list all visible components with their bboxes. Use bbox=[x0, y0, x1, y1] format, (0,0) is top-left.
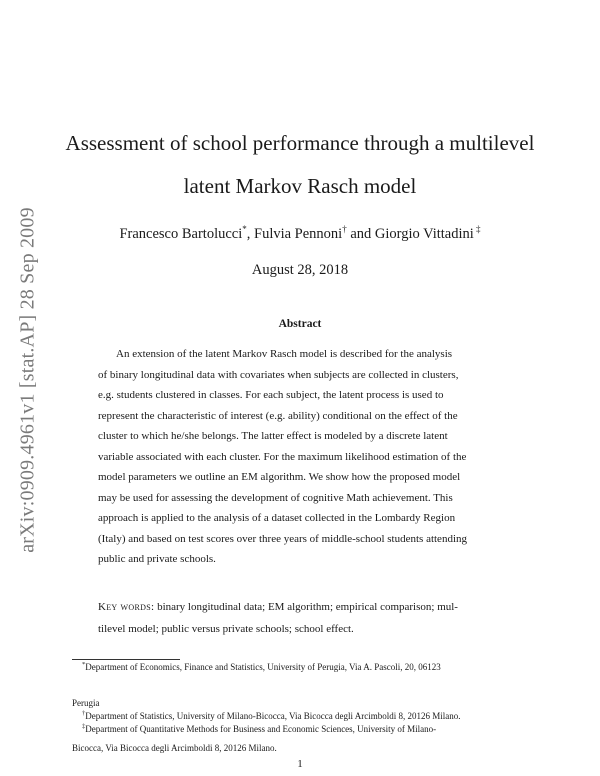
author-separator: and bbox=[346, 226, 375, 242]
author-footnote-mark: ‡ bbox=[473, 224, 481, 235]
footnote-economics bbox=[72, 661, 528, 674]
author-separator: , bbox=[246, 226, 254, 242]
paper-date: August 28, 2018 bbox=[251, 262, 349, 278]
keywords-text: binary longitudinal data; EM algorithm; empirical comparison; mul- bbox=[154, 601, 458, 613]
arxiv-stamp bbox=[8, 190, 48, 570]
footnote-text: Department of Quantitative Methods for Business and Economic Sciences, University of Milano- bbox=[85, 724, 437, 734]
footnote-mark: * bbox=[82, 661, 86, 668]
author-footnote-mark: † bbox=[342, 224, 347, 235]
author-footnote-mark: * bbox=[242, 224, 247, 235]
keywords-line: tilevel model; public versus private schools; school effect. bbox=[98, 623, 354, 635]
abstract-line: represent the characteristic of interest (e.g. ability) conditional on the effect of the bbox=[98, 409, 458, 422]
abstract-text bbox=[98, 344, 486, 570]
arxiv-identifier: arXiv:0909.4961v1 [stat.AP] 28 Sep 2009 bbox=[16, 207, 39, 553]
keywords-label: Key words: bbox=[98, 601, 155, 613]
keywords-line bbox=[98, 596, 486, 618]
abstract-line: (Italy) and based on test scores over three years of middle-school students attending bbox=[98, 532, 467, 545]
footnote-text: Perugia bbox=[72, 698, 100, 708]
page-number: 1 bbox=[297, 758, 303, 770]
abstract-line: may be used for assessing the development of cognitive Math achievement. This bbox=[98, 491, 453, 504]
footnote-mark: † bbox=[82, 710, 86, 717]
abstract-line: cluster to which he/she belongs. The latter effect is modeled by a discrete latent bbox=[98, 430, 448, 442]
footnote-continuation bbox=[72, 674, 528, 697]
author-list bbox=[40, 226, 560, 243]
abstract-line: public and private schools. bbox=[98, 553, 216, 565]
abstract-line: of binary longitudinal data with covariates when subjects are collected in clusters, bbox=[98, 368, 459, 381]
abstract-line: An extension of the latent Markov Rasch model is described for the analysis bbox=[116, 348, 453, 360]
footnotes bbox=[72, 661, 528, 755]
footnote-statistics bbox=[72, 710, 528, 723]
abstract-line: e.g. students clustered in classes. For each subject, the latent process is used to bbox=[98, 389, 444, 401]
abstract-line: variable associated with each cluster. For the maximum likelihood estimation of the bbox=[98, 450, 467, 463]
footnote-divider bbox=[72, 659, 180, 660]
paper-title-line-2: latent Markov Rasch model bbox=[183, 174, 417, 198]
footnote-text: Department of Economics, Finance and Statistics, University of Perugia, Via A. Pascoli, 20, 06123 bbox=[85, 662, 441, 672]
author-pennoni: Fulvia Pennoni bbox=[254, 226, 343, 242]
footnote-text: Department of Statistics, University of Milano-Bicocca, Via Bicocca degli Arcimboldi 8, 20126 Milano. bbox=[85, 711, 461, 721]
footnote-quantitative-methods bbox=[72, 723, 528, 736]
paper-title-line-1: Assessment of school performance through a multilevel bbox=[65, 131, 535, 155]
author-bartolucci: Francesco Bartolucci bbox=[119, 226, 243, 242]
abstract-line: approach is applied to the analysis of a dataset collected in the Lombardy Region bbox=[98, 512, 456, 524]
abstract-line: model parameters we outline an EM algorithm. We show how the proposed model bbox=[98, 471, 461, 483]
abstract-heading: Abstract bbox=[278, 318, 322, 330]
footnote-mark: ‡ bbox=[82, 723, 86, 730]
author-vittadini: Giorgio Vittadini bbox=[374, 226, 474, 242]
keywords bbox=[98, 596, 486, 640]
footnote-text: Bicocca, Via Bicocca degli Arcimboldi 8, 20126 Milano. bbox=[72, 743, 277, 753]
